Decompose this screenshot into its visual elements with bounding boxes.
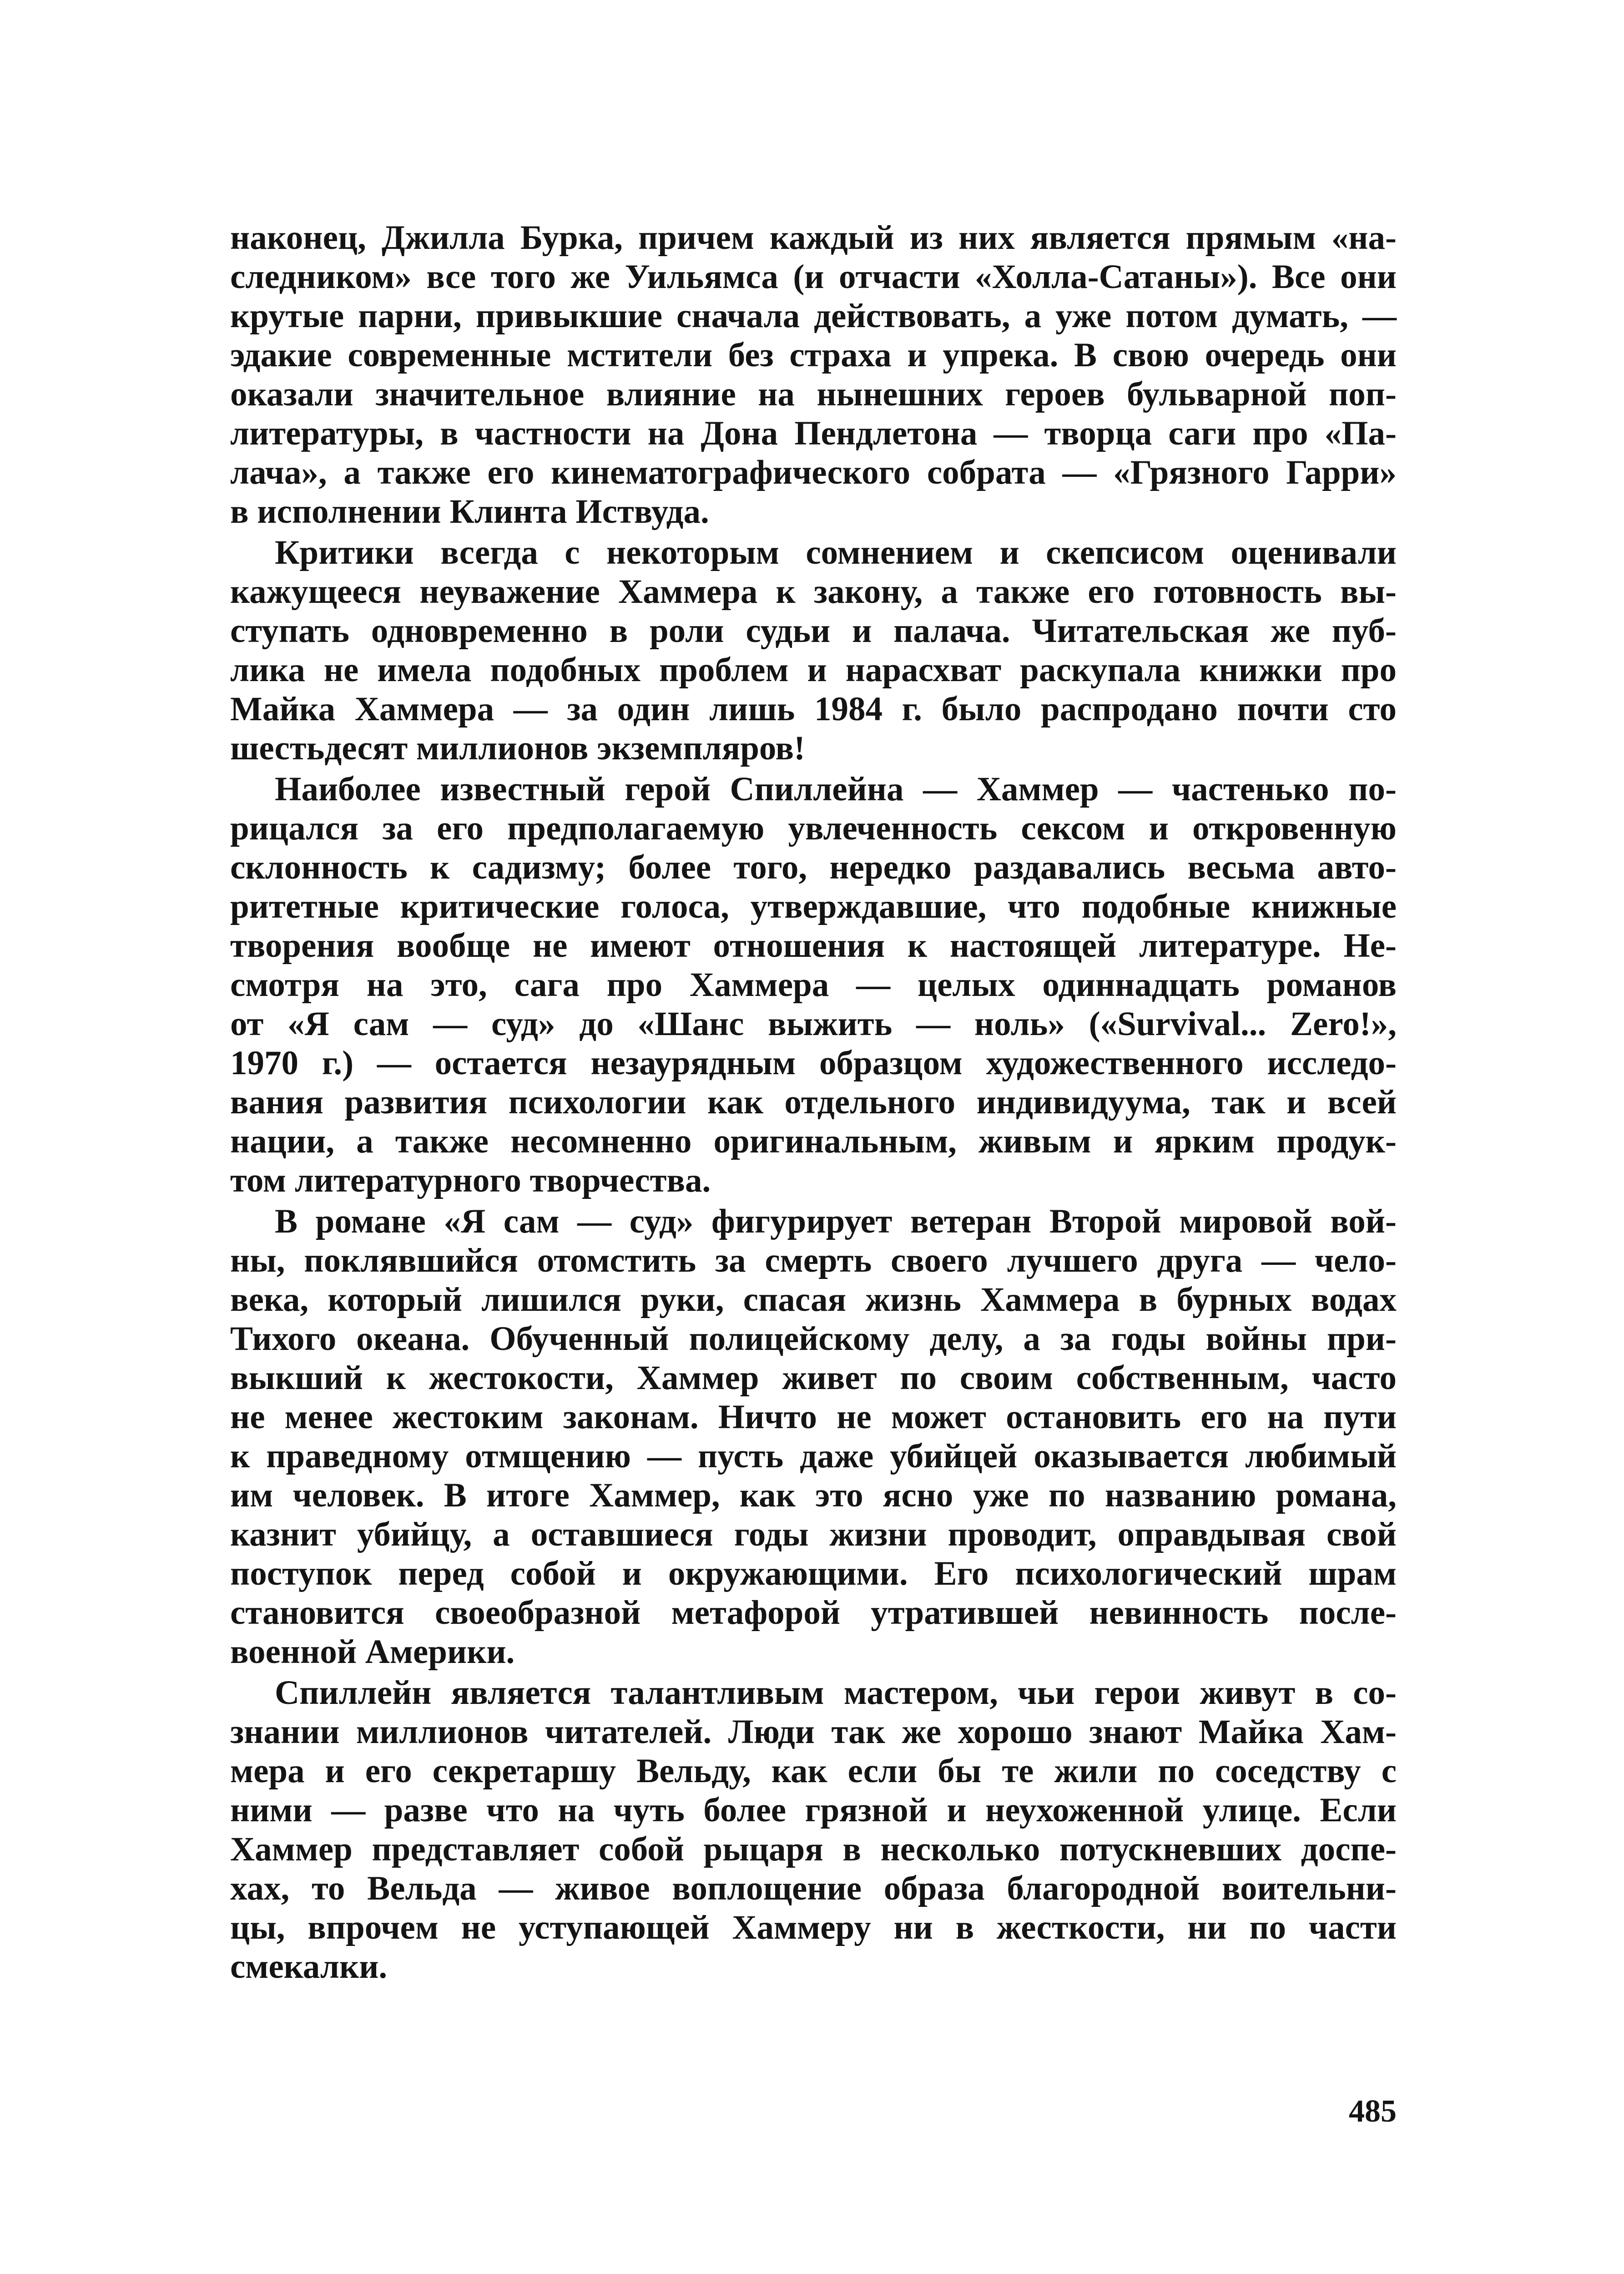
- text-line: склонность к садизму; более того, нередко раздавались весьма авто-: [230, 849, 1397, 886]
- text-line: от «Я сам — суд» до «Шанс выжить — ноль» («Survival... Zero!»,: [230, 1005, 1397, 1043]
- text-line: ними — разве что на чуть более грязной и неухоженной улице. Если: [230, 1791, 1397, 1829]
- text-line: 1970 г.) — остается незаурядным образцом художественного исследо-: [230, 1044, 1397, 1082]
- text-line: выкший к жестокости, Хаммер живет по своим собственным, часто: [230, 1359, 1397, 1397]
- text-line: знании миллионов читателей. Люди так же хорошо знают Майка Хам-: [230, 1713, 1397, 1751]
- text-line: не менее жестоким законам. Ничто не может остановить его на пути: [230, 1398, 1397, 1436]
- text-line: том литературного творчества.: [230, 1162, 711, 1199]
- text-line: Тихого океана. Обученный полицейскому делу, а за годы войны при-: [230, 1320, 1397, 1358]
- text-line: Хаммер представляет собой рыцаря в несколько потускневших доспе-: [230, 1830, 1397, 1868]
- text-line: эдакие современные мстители без страха и упрека. В свою очередь они: [230, 336, 1397, 374]
- text-line: Майка Хаммера — за один лишь 1984 г. было распродано почти сто: [230, 690, 1397, 728]
- text-line: В романе «Я сам — суд» фигурирует ветеран Второй мировой вой-: [275, 1203, 1397, 1240]
- text-line: Спиллейн является талантливым мастером, чьи герои живут в со-: [275, 1674, 1397, 1712]
- text-line: кажущееся неуважение Хаммера к закону, а также его готовность вы-: [230, 573, 1397, 611]
- text-line: Критики всегда с некоторым сомнением и скепсисом оценивали: [275, 534, 1397, 571]
- text-line: военной Америки.: [230, 1633, 515, 1671]
- text-line: нации, а также несомненно оригинальным, живым и ярким продук-: [230, 1122, 1397, 1160]
- text-line: мера и его секретаршу Вельду, как если бы те жили по соседству с: [230, 1752, 1397, 1790]
- paragraph: [230, 533, 1397, 768]
- text-line: смотря на это, сага про Хаммера — целых одиннадцать романов: [230, 966, 1397, 1004]
- text-line: рицался за его предполагаемую увлеченность сексом и откровенную: [230, 809, 1397, 847]
- text-line: поступок перед собой и окружающими. Его психологический шрам: [230, 1555, 1397, 1592]
- text-line: творения вообще не имеют отношения к настоящей литературе. Не-: [230, 927, 1397, 965]
- text-line: лика не имела подобных проблем и нарасхват раскупала книжки про: [230, 651, 1397, 689]
- text-line: смекалки.: [230, 1948, 388, 1986]
- text-line: ритетные критические голоса, утверждавшие, что подобные книжные: [230, 888, 1397, 925]
- paragraph: [230, 1202, 1397, 1672]
- text-line: вания развития психологии как отдельного индивидуума, так и всей: [230, 1083, 1397, 1121]
- paragraph: [230, 1673, 1397, 1986]
- text-line: в исполнении Клинта Иствуда.: [230, 493, 709, 531]
- page-number: 485: [1349, 2094, 1397, 2129]
- text-line: им человек. В итоге Хаммер, как это ясно уже по названию романа,: [230, 1476, 1397, 1514]
- text-line: к праведному отмщению — пусть даже убийцей оказывается любимый: [230, 1437, 1397, 1475]
- text-line: литературы, в частности на Дона Пендлетона — творца саги про «Па-: [230, 414, 1397, 452]
- text-line: цы, впрочем не уступающей Хаммеру ни в жесткости, ни по части: [230, 1909, 1397, 1946]
- text-line: ступать одновременно в роли судьи и палача. Читательская же пуб-: [230, 612, 1397, 650]
- text-line: шестьдесят миллионов экземпляров!: [230, 729, 806, 767]
- text-line: казнит убийцу, а оставшиеся годы жизни проводит, оправдывая свой: [230, 1516, 1397, 1553]
- text-line: века, который лишился руки, спасая жизнь Хаммера в бурных водах: [230, 1281, 1397, 1319]
- text-line: оказали значительное влияние на нынешних героев бульварной поп-: [230, 375, 1397, 413]
- paragraph: [230, 770, 1397, 1200]
- text-line: хах, то Вельда — живое воплощение образа благородной воительни-: [230, 1870, 1397, 1907]
- text-line: Наиболее известный герой Спиллейна — Хаммер — частенько по-: [275, 770, 1397, 808]
- text-line: лача», а также его кинематографического собрата — «Грязного Гарри»: [230, 454, 1397, 491]
- text-line: наконец, Джилла Бурка, причем каждый из них является прямым «на-: [230, 219, 1397, 257]
- body-text: [230, 218, 1397, 1986]
- text-line: крутые парни, привыкшие сначала действовать, а уже потом думать, —: [230, 297, 1397, 335]
- text-line: ны, поклявшийся отомстить за смерть своего лучшего друга — чело-: [230, 1242, 1397, 1279]
- paragraph: [230, 218, 1397, 531]
- text-line: становится своеобразной метафорой утратившей невинность после-: [230, 1594, 1397, 1632]
- text-line: следником» все того же Уильямса (и отчасти «Холла-Сатаны»). Все они: [230, 258, 1397, 296]
